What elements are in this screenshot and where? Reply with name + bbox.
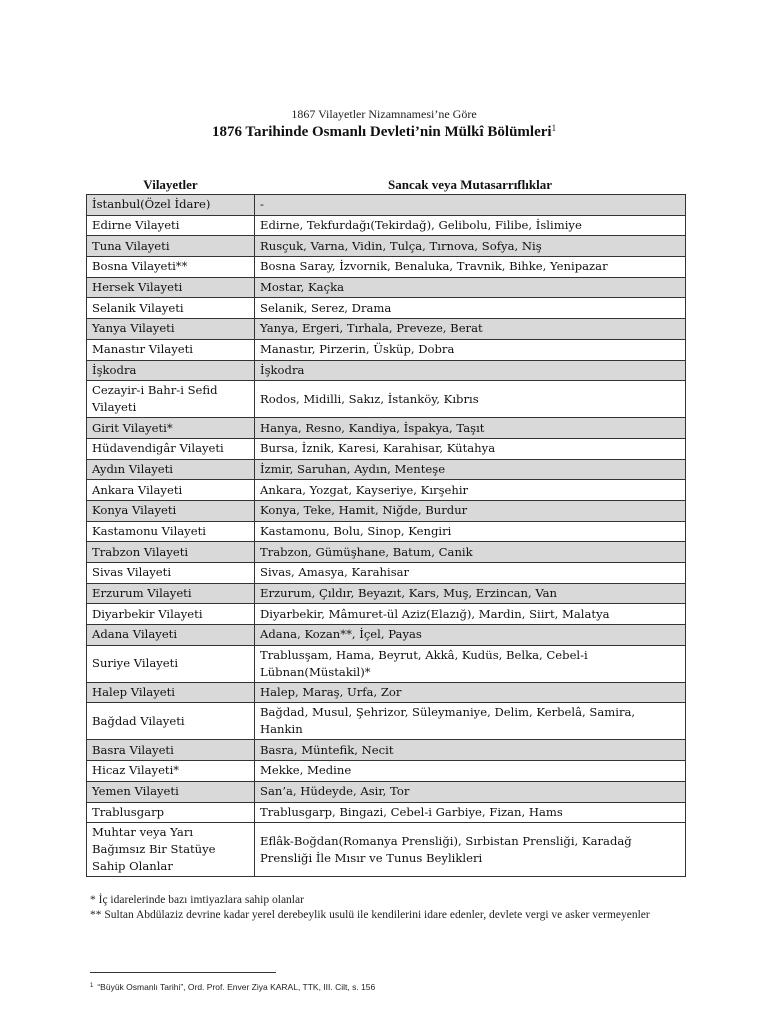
table-row (87, 740, 686, 761)
vilayet-cell: İşkodra (87, 360, 255, 381)
table-row (87, 761, 686, 782)
sancak-cell: Eflâk-Boğdan(Romanya Prensliği), Sırbistan Prensliği, Karadağ Prensliği İle Mısır ve Tunus Beylikleri (255, 823, 686, 877)
table-row (87, 604, 686, 625)
sancak-cell: Yanya, Ergeri, Tırhala, Preveze, Berat (255, 319, 686, 340)
table-row (87, 521, 686, 542)
title-footnote-ref: 1 (551, 123, 557, 133)
vilayet-cell: Yemen Vilayeti (87, 781, 255, 802)
page-subtitle: 1867 Vilayetler Nizamnamesi’ne Göre (291, 107, 477, 121)
vilayet-cell: Konya Vilayeti (87, 500, 255, 521)
table-body (87, 195, 686, 877)
vilayet-cell: Bağdad Vilayeti (87, 703, 255, 740)
table-row (87, 459, 686, 480)
table-row (87, 682, 686, 703)
table-row (87, 781, 686, 802)
sancak-cell: Mostar, Kaçka (255, 277, 686, 298)
note-double-asterisk: ** Sultan Abdülaziz devrine kadar yerel derebeylik usulü ile kendilerini idare edenler, devlete vergi ve asker vermeyenler (90, 909, 650, 921)
vilayet-cell: Ankara Vilayeti (87, 480, 255, 501)
sancak-cell: Bağdad, Musul, Şehrizor, Süleymaniye, Delim, Kerbelâ, Samira, Hankin (255, 703, 686, 740)
table-row (87, 823, 686, 877)
table-header-row (87, 175, 686, 195)
table-row (87, 257, 686, 278)
page-title (0, 123, 768, 141)
table-row (87, 438, 686, 459)
vilayet-cell: Adana Vilayeti (87, 625, 255, 646)
table-row (87, 339, 686, 360)
footnote-text: “Büyük Osmanlı Tarihi”, Ord. Prof. Enver Ziya KARAL, TTK, III. Cilt, s. 156 (97, 982, 376, 992)
sancak-cell: İşkodra (255, 360, 686, 381)
sancak-cell: Basra, Müntefik, Necit (255, 740, 686, 761)
vilayet-cell: İstanbul(Özel İdare) (87, 195, 255, 216)
sancak-cell: Diyarbekir, Mâmuret-ül Aziz(Elazığ), Mardin, Siirt, Malatya (255, 604, 686, 625)
table-row (87, 277, 686, 298)
vilayet-cell: Diyarbekir Vilayeti (87, 604, 255, 625)
sancak-cell: Sivas, Amasya, Karahisar (255, 563, 686, 584)
vilayet-cell: Hersek Vilayeti (87, 277, 255, 298)
vilayet-cell: Erzurum Vilayeti (87, 583, 255, 604)
vilayet-cell: Hüdavendigâr Vilayeti (87, 438, 255, 459)
footnote (90, 982, 690, 992)
sancak-cell: Rodos, Midilli, Sakız, İstanköy, Kıbrıs (255, 381, 686, 418)
column-header-vilayetler: Vilayetler (143, 176, 198, 192)
vilayet-cell: Tuna Vilayeti (87, 236, 255, 257)
table-row (87, 563, 686, 584)
column-header-sancak: Sancak veya Mutasarrıflıklar (388, 176, 552, 192)
table-row (87, 236, 686, 257)
table-row (87, 381, 686, 418)
sancak-cell: Trablusgarp, Bingazi, Cebel-i Garbiye, Fizan, Hams (255, 802, 686, 823)
table-row (87, 298, 686, 319)
vilayet-cell: Aydın Vilayeti (87, 459, 255, 480)
sancak-cell: Erzurum, Çıldır, Beyazıt, Kars, Muş, Erzincan, Van (255, 583, 686, 604)
table-row (87, 500, 686, 521)
sancak-cell: İzmir, Saruhan, Aydın, Menteşe (255, 459, 686, 480)
vilayet-cell: Bosna Vilayeti** (87, 257, 255, 278)
footnote-ref: 1 (90, 983, 94, 989)
table-row (87, 480, 686, 501)
table-row (87, 418, 686, 439)
table-row (87, 195, 686, 216)
sancak-cell: Kastamonu, Bolu, Sinop, Kengiri (255, 521, 686, 542)
title-text: 1876 Tarihinde Osmanlı Devleti’nin Mülkî Bölümleri (211, 124, 552, 140)
vilayet-cell: Manastır Vilayeti (87, 339, 255, 360)
table-row (87, 802, 686, 823)
table-row (87, 215, 686, 236)
table-row (87, 542, 686, 563)
sancak-cell: San’a, Hüdeyde, Asir, Tor (255, 781, 686, 802)
table-row (87, 645, 686, 682)
sancak-cell: Trabzon, Gümüşhane, Batum, Canik (255, 542, 686, 563)
notes (90, 893, 690, 923)
note-single-asterisk: * İç idarelerinde bazı imtiyazlara sahip olanlar (90, 894, 304, 906)
vilayet-cell: Hicaz Vilayeti* (87, 761, 255, 782)
vilayet-cell: Muhtar veya Yarı Bağımsız Bir Statüye Sahip Olanlar (87, 823, 255, 877)
vilayet-cell: Kastamonu Vilayeti (87, 521, 255, 542)
table-row (87, 703, 686, 740)
sancak-cell: Bosna Saray, İzvornik, Benaluka, Travnik, Bihke, Yenipazar (255, 257, 686, 278)
sancak-cell: Halep, Maraş, Urfa, Zor (255, 682, 686, 703)
table-row (87, 583, 686, 604)
footnote-separator (90, 972, 276, 973)
sancak-cell: Hanya, Resno, Kandiya, İspakya, Taşıt (255, 418, 686, 439)
sancak-cell: Mekke, Medine (255, 761, 686, 782)
sancak-cell: Trablusşam, Hama, Beyrut, Akkâ, Kudüs, Belka, Cebel-i Lübnan(Müstakil)* (255, 645, 686, 682)
table-row (87, 319, 686, 340)
vilayet-cell: Basra Vilayeti (87, 740, 255, 761)
sancak-cell: Rusçuk, Varna, Vidin, Tulça, Tırnova, Sofya, Niş (255, 236, 686, 257)
sancak-cell: Adana, Kozan**, İçel, Payas (255, 625, 686, 646)
vilayet-cell: Halep Vilayeti (87, 682, 255, 703)
sancak-cell: Ankara, Yozgat, Kayseriye, Kırşehir (255, 480, 686, 501)
vilayet-cell: Yanya Vilayeti (87, 319, 255, 340)
table-row (87, 360, 686, 381)
sancak-cell: Selanik, Serez, Drama (255, 298, 686, 319)
vilayet-cell: Edirne Vilayeti (87, 215, 255, 236)
sancak-cell: Edirne, Tekfurdağı(Tekirdağ), Gelibolu, Filibe, İslimiye (255, 215, 686, 236)
vilayet-cell: Trabzon Vilayeti (87, 542, 255, 563)
vilayet-cell: Sivas Vilayeti (87, 563, 255, 584)
table-row (87, 625, 686, 646)
sancak-cell: - (255, 195, 686, 216)
sancak-cell: Bursa, İznik, Karesi, Karahisar, Kütahya (255, 438, 686, 459)
sancak-cell: Manastır, Pirzerin, Üsküp, Dobra (255, 339, 686, 360)
vilayet-cell: Suriye Vilayeti (87, 645, 255, 682)
vilayet-cell: Trablusgarp (87, 802, 255, 823)
vilayet-cell: Girit Vilayeti* (87, 418, 255, 439)
provinces-table (86, 175, 686, 877)
vilayet-cell: Selanik Vilayeti (87, 298, 255, 319)
sancak-cell: Konya, Teke, Hamit, Niğde, Burdur (255, 500, 686, 521)
vilayet-cell: Cezayir-i Bahr-i Sefid Vilayeti (87, 381, 255, 418)
